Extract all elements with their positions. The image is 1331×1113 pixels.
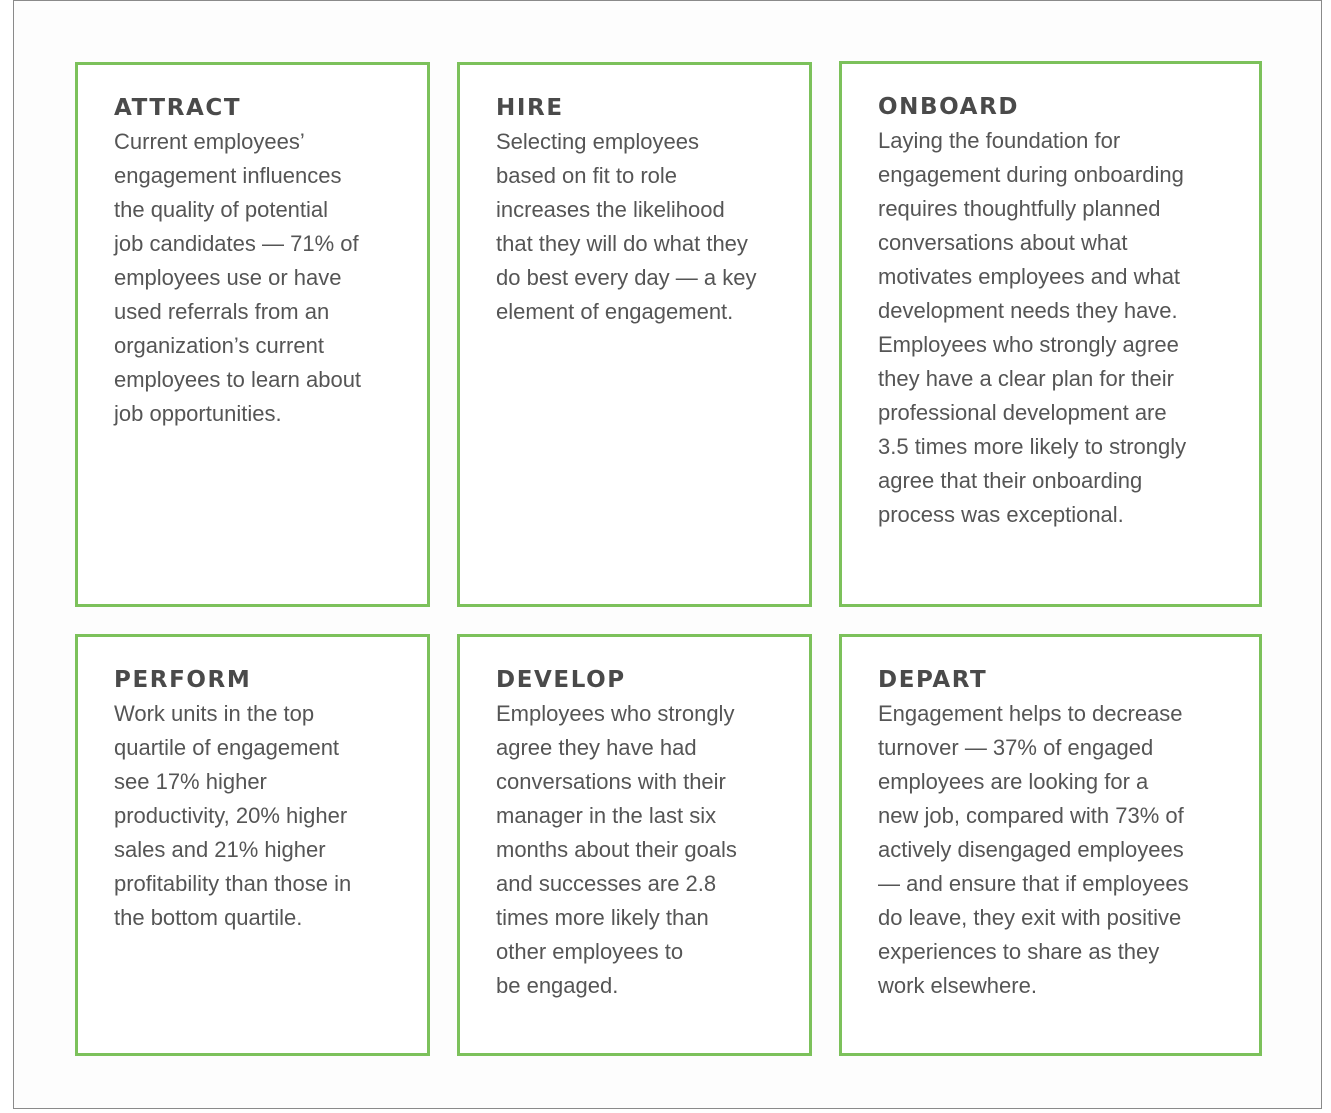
card-title: PERFORM <box>114 667 252 693</box>
card-line: based on fit to role <box>496 163 678 188</box>
card-line: Employees who strongly <box>496 701 735 726</box>
card-line: — and ensure that if employees <box>878 871 1189 896</box>
card-line: 3.5 times more likely to strongly <box>878 434 1187 459</box>
card-line: quartile of engagement <box>114 735 340 760</box>
card-line: Laying the foundation for <box>878 128 1121 153</box>
card-line: that they will do what they <box>496 231 748 256</box>
card-hire <box>457 62 812 607</box>
card-title: ONBOARD <box>878 94 1020 120</box>
card-line: experiences to share as they <box>878 939 1160 964</box>
card-line: motivates employees and what <box>878 264 1181 289</box>
card-line: agree they have had <box>496 735 697 760</box>
card-line: manager in the last six <box>496 803 717 828</box>
card-line: requires thoughtfully planned <box>878 196 1161 221</box>
card-line: agree that their onboarding <box>878 468 1143 493</box>
card-body <box>496 125 789 329</box>
card-line: other employees to <box>496 939 684 964</box>
card-line: engagement during onboarding <box>878 162 1184 187</box>
card-line: turnover — 37% of engaged <box>878 735 1154 760</box>
card-body <box>496 697 789 1003</box>
card-line: new job, compared with 73% of <box>878 803 1184 828</box>
card-line: organization’s current <box>114 333 324 358</box>
card-develop <box>457 634 812 1056</box>
card-line: employees are looking for a <box>878 769 1149 794</box>
card-body <box>878 124 1239 532</box>
card-line: months about their goals <box>496 837 737 862</box>
card-title: HIRE <box>496 95 564 121</box>
card-line: sales and 21% higher <box>114 837 326 862</box>
card-line: actively disengaged employees <box>878 837 1184 862</box>
card-line: be engaged. <box>496 973 619 998</box>
card-line: productivity, 20% higher <box>114 803 348 828</box>
card-line: do best every day — a key <box>496 265 757 290</box>
card-line: do leave, they exit with positive <box>878 905 1182 930</box>
card-line: job candidates — 71% of <box>114 231 359 256</box>
card-attract <box>75 62 430 607</box>
card-line: they have a clear plan for their <box>878 366 1174 391</box>
card-depart <box>839 634 1262 1056</box>
card-line: see 17% higher <box>114 769 267 794</box>
card-line: Current employees’ <box>114 129 305 154</box>
card-line: work elsewhere. <box>878 973 1037 998</box>
card-title: DEVELOP <box>496 667 626 693</box>
card-line: element of engagement. <box>496 299 734 324</box>
card-line: professional development are <box>878 400 1167 425</box>
card-line: conversations with their <box>496 769 726 794</box>
card-line: profitability than those in <box>114 871 352 896</box>
card-line: times more likely than <box>496 905 709 930</box>
card-perform <box>75 634 430 1056</box>
card-body <box>114 697 407 935</box>
card-line: Work units in the top <box>114 701 315 726</box>
card-line: used referrals from an <box>114 299 330 324</box>
card-line: increases the likelihood <box>496 197 725 222</box>
card-line: process was exceptional. <box>878 502 1124 527</box>
card-onboard <box>839 61 1262 607</box>
card-line: job opportunities. <box>114 401 282 426</box>
card-line: Engagement helps to decrease <box>878 701 1183 726</box>
card-line: employees use or have <box>114 265 342 290</box>
card-title: DEPART <box>878 667 988 693</box>
card-line: the bottom quartile. <box>114 905 303 930</box>
card-line: employees to learn about <box>114 367 362 392</box>
card-body <box>878 697 1239 1003</box>
card-line: development needs they have. <box>878 298 1178 323</box>
card-line: Employees who strongly agree <box>878 332 1179 357</box>
card-title: ATTRACT <box>114 95 242 121</box>
card-line: engagement influences <box>114 163 342 188</box>
card-line: the quality of potential <box>114 197 329 222</box>
card-line: and successes are 2.8 <box>496 871 717 896</box>
card-line: Selecting employees <box>496 129 700 154</box>
card-line: conversations about what <box>878 230 1128 255</box>
card-body <box>114 125 407 431</box>
